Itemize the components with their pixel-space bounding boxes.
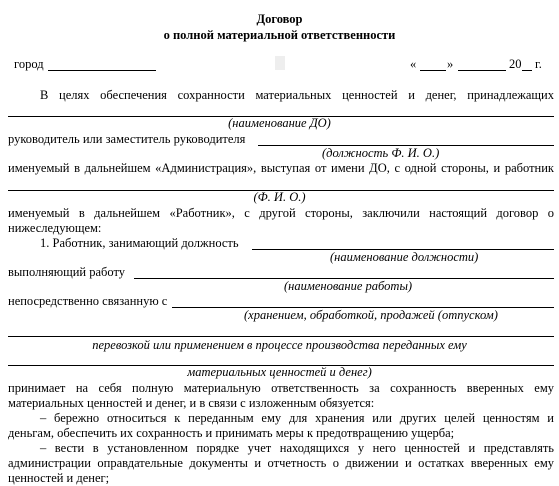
- date-open-quote: «: [410, 57, 417, 71]
- city-blank: [48, 70, 156, 71]
- date-close-quote: »: [447, 57, 454, 71]
- document-title: Договор: [256, 12, 303, 26]
- obligation-2: – вести в установленном порядке учет находящихся у него ценностей и представлять: [40, 441, 554, 455]
- paragraph-employee: именуемый в дальнейшем «Работник», с другой стороны, заключили настоящий договор о: [8, 206, 554, 220]
- hint-storage: (хранением, обработкой, продажей (отпуском): [244, 308, 498, 322]
- paragraph-employee-cont: нижеследующем:: [8, 221, 102, 235]
- paragraph-administration: именуемый в дальнейшем «Администрация», выступая от имени ДО, с одной стороны, и работник: [8, 161, 554, 175]
- related-label: непосредственно связанную с: [8, 294, 168, 308]
- blank-marker: [275, 56, 285, 70]
- document-subtitle: о полной материальной ответственности: [163, 28, 396, 42]
- hint-organization: (наименование ДО): [228, 116, 331, 130]
- transport-blank: [8, 336, 554, 337]
- year-prefix: 20: [509, 57, 522, 71]
- hint-transport: перевозкой или применением в процессе производства переданных ему: [92, 338, 467, 352]
- item-1-label: 1. Работник, занимающий должность: [40, 236, 239, 250]
- obligation-1: – бережно относиться к переданным ему для хранения или других целей ценностям и: [40, 411, 554, 425]
- month-blank: [458, 70, 506, 71]
- paragraph-responsibility-cont: материальных ценностей и денег, и в связи с изложенным обязуется:: [8, 396, 375, 410]
- manager-label: руководитель или заместитель руководителя: [8, 132, 246, 146]
- hint-position-fio: (должность Ф. И. О.): [322, 146, 440, 160]
- paragraph-responsibility: принимает на себя полную материальную ответственность за сохранность вверенных ему: [8, 381, 554, 395]
- day-blank: [420, 70, 446, 71]
- year-suffix: г.: [535, 57, 542, 71]
- work-label: выполняющий работу: [8, 265, 126, 279]
- year-blank: [522, 70, 532, 71]
- obligation-2-end: ценностей и денег;: [8, 471, 110, 485]
- hint-work: (наименование работы): [284, 279, 413, 293]
- city-label: город: [14, 57, 44, 71]
- hint-values: материальных ценностей и денег): [187, 365, 372, 379]
- obligation-1-cont: деньгам, обеспечить их сохранность и принимать меры к предотвращению ущерба;: [8, 426, 455, 440]
- hint-position: (наименование должности): [330, 250, 479, 264]
- hint-fio: (Ф. И. О.): [253, 190, 306, 204]
- paragraph-intro: В целях обеспечения сохранности материальных ценностей и денег, принадлежащих: [40, 88, 554, 102]
- obligation-2-cont: администрации оправдательные документы и отчетность о движении и остатках вверенных ему: [8, 456, 554, 470]
